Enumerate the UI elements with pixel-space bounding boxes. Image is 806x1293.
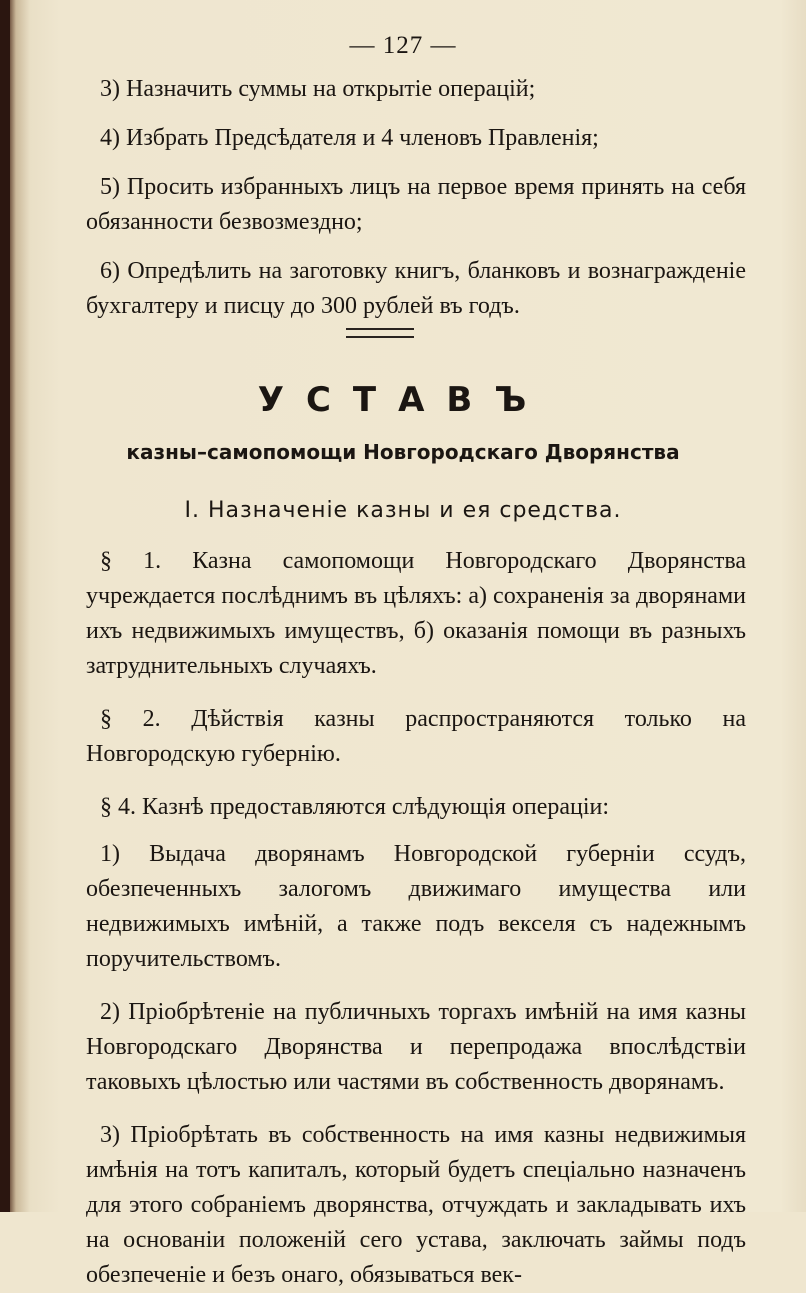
document-subtitle: казны–самопомощи Новгородскаго Дворянства bbox=[126, 440, 680, 464]
operation-2: 2) Пріобрѣтеніе на публичныхъ торгахъ имѣній на имя казны Новгородскаго Дворянства и перепродажа впослѣдствіи таковыхъ цѣлостью или частями въ собственность дворянамъ. bbox=[86, 999, 746, 1095]
paragraph-4: § 4. Казнѣ предоставляются слѣдующія операціи: bbox=[100, 794, 610, 820]
page-number: — 127 — bbox=[349, 32, 457, 59]
paragraph-2: § 2. Дѣйствія казны распространяются только на Новгородскую губернію. bbox=[86, 706, 746, 767]
paragraph-1: § 1. Казна самопомощи Новгородскаго Дворянства учреждается послѣднимъ въ цѣляхъ: а) сохраненія за дворянами ихъ недвижимыхъ имуществъ, б) оказанія помощи въ разныхъ затруднительныхъ случаяхъ. bbox=[86, 548, 746, 679]
item-3: 3) Назначить суммы на открытіе операцій; bbox=[100, 76, 536, 102]
item-6: 6) Опредѣлить на заготовку книгъ, бланковъ и вознагражденіе бухгалтеру и писцу до 300 рублей въ годъ. bbox=[86, 258, 746, 319]
document-title: УСТАВЪ bbox=[257, 380, 549, 420]
operation-3: 3) Пріобрѣтать въ собственность на имя казны недвижимыя имѣнія на тотъ капиталъ, который будетъ спеціально назначенъ для этого собраніемъ дворянства, отчуждать и закладывать ихъ на основаніи положеній сего устава, заключать займы подъ обезпеченіе и безъ онаго, обязываться век- bbox=[86, 1122, 746, 1288]
item-5: 5) Просить избранныхъ лицъ на первое время принять на себя обязанности безвозмездно; bbox=[86, 174, 746, 235]
book-spine bbox=[0, 0, 10, 1212]
item-4: 4) Избрать Предсѣдателя и 4 членовъ Правленія; bbox=[100, 125, 599, 151]
section-divider bbox=[346, 328, 414, 338]
top-items bbox=[86, 72, 746, 324]
operation-1: 1) Выдача дворянамъ Новгородской губерніи ссудъ, обезпеченныхъ залогомъ движимаго имущества или недвижимыхъ имѣній, а также подъ векселя съ надежнымъ поручительствомъ. bbox=[86, 841, 746, 972]
statute-body bbox=[86, 544, 746, 1293]
section-heading: I. Назначеніе казны и ея средства. bbox=[184, 498, 622, 523]
